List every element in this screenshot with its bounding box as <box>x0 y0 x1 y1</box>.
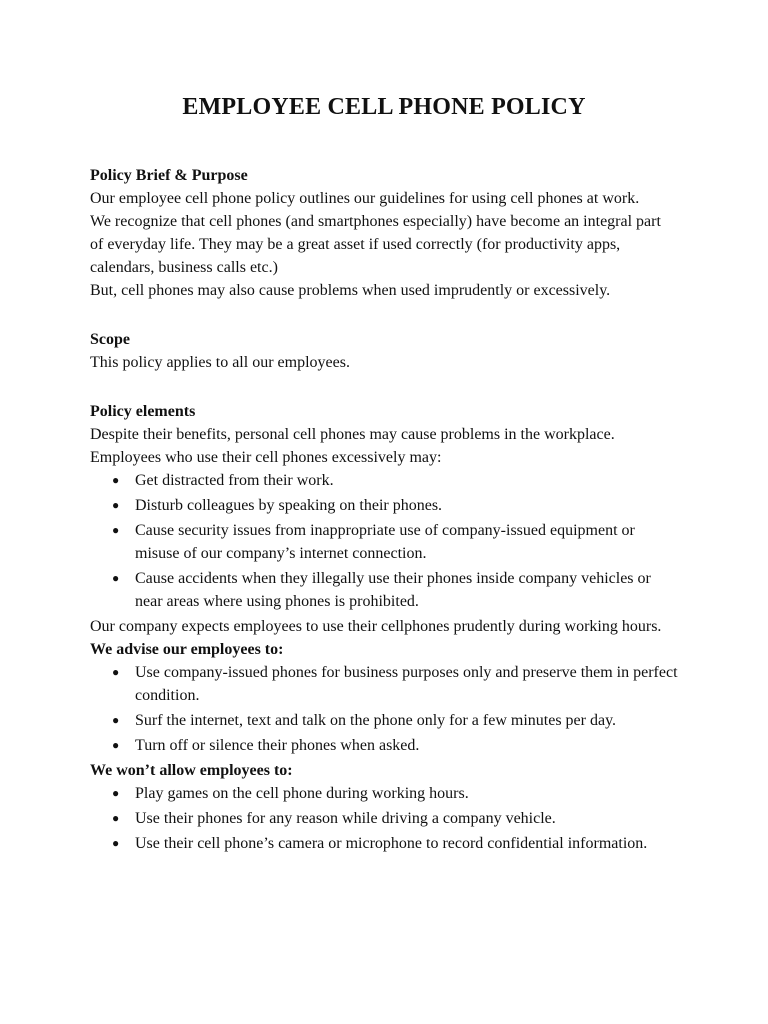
list-item <box>112 782 678 805</box>
elements-intro: Despite their benefits, personal cell phones may cause problems in the workplace. Employees who use their cell phones excessively may: <box>90 426 615 466</box>
section-policy-elements <box>90 400 678 855</box>
risks-list <box>90 469 678 613</box>
bullet-icon: ● <box>112 811 120 825</box>
list-item-text: Use their phones for any reason while driving a company vehicle. <box>135 810 556 827</box>
list-item-text: Cause security issues from inappropriate use of company-issued equipment or misuse of our company’s internet connection. <box>135 522 635 562</box>
purpose-paragraph: We recognize that cell phones (and smartphones especially) have become an integral part of everyday life. They may be a great asset if used correctly (for productivity apps, calendars, business calls etc.) <box>90 213 661 276</box>
section-spacer <box>90 302 678 328</box>
bullet-icon: ● <box>112 713 120 727</box>
page-title: EMPLOYEE CELL PHONE POLICY <box>182 94 586 120</box>
list-item-text: Use their cell phone’s camera or microphone to record confidential information. <box>135 835 648 852</box>
list-item-text: Play games on the cell phone during working hours. <box>135 785 469 802</box>
bullet-icon: ● <box>112 473 120 487</box>
purpose-paragraph: Our employee cell phone policy outlines our guidelines for using cell phones at work. <box>90 190 640 207</box>
expectation-text: Our company expects employees to use their cellphones prudently during working hours. <box>90 618 662 635</box>
scope-heading: Scope <box>90 331 130 348</box>
bullet-icon: ● <box>112 738 120 752</box>
list-item <box>112 832 678 855</box>
bullet-icon: ● <box>112 498 120 512</box>
purpose-heading: Policy Brief & Purpose <box>90 167 248 184</box>
bullet-icon: ● <box>112 786 120 800</box>
elements-heading: Policy elements <box>90 403 196 420</box>
list-item <box>112 519 678 565</box>
list-item <box>112 807 678 830</box>
list-item <box>112 734 678 757</box>
list-item <box>112 567 678 613</box>
bullet-icon: ● <box>112 571 120 585</box>
list-item-text: Cause accidents when they illegally use their phones inside company vehicles or near areas where using phones is prohibited. <box>135 570 651 610</box>
advise-list <box>90 661 678 757</box>
purpose-paragraph: But, cell phones may also cause problems when used imprudently or excessively. <box>90 282 611 299</box>
list-item <box>112 661 678 707</box>
advise-heading: We advise our employees to: <box>90 641 284 658</box>
list-item <box>112 494 678 517</box>
list-item-text: Use company-issued phones for business purposes only and preserve them in perfect condition. <box>135 664 678 704</box>
list-item-text: Turn off or silence their phones when asked. <box>135 737 420 754</box>
list-item <box>112 469 678 492</box>
scope-text: This policy applies to all our employees. <box>90 354 350 371</box>
prohibit-list <box>90 782 678 855</box>
section-scope <box>90 328 678 374</box>
bullet-icon: ● <box>112 836 120 850</box>
bullet-icon: ● <box>112 523 120 537</box>
section-spacer <box>90 374 678 400</box>
prohibit-heading: We won’t allow employees to: <box>90 762 293 779</box>
section-purpose <box>90 164 678 302</box>
list-item-text: Surf the internet, text and talk on the phone only for a few minutes per day. <box>135 712 617 729</box>
bullet-icon: ● <box>112 665 120 679</box>
list-item <box>112 709 678 732</box>
list-item-text: Get distracted from their work. <box>135 472 334 489</box>
list-item-text: Disturb colleagues by speaking on their phones. <box>135 497 443 514</box>
